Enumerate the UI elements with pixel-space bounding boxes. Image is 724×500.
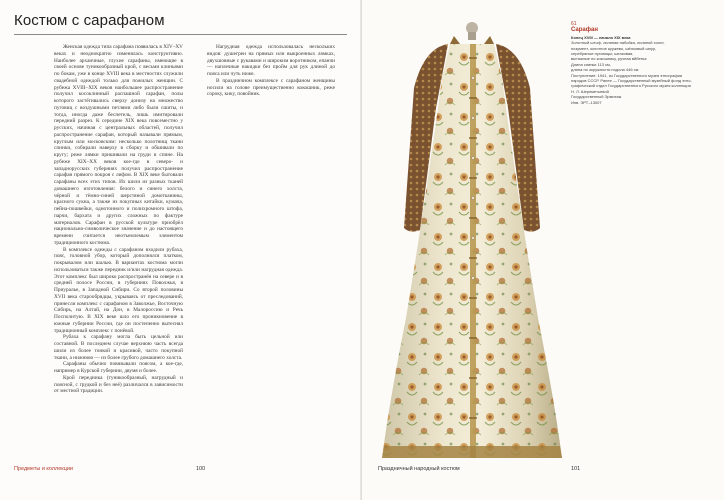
paragraph: Нагрудная одежда использовалась нескольких видов: душегреи на прямых или выкроенных лямках, двухшовные с рукавами и широким воротником, епанчи — наплечные накидки без пройм для рук длиной до пояса или чуть ниже. — [207, 44, 335, 77]
caption-line: Поступление: 1941, из Государственного музея этнографии — [571, 72, 683, 78]
page-title: Костюм с сарафаном — [14, 12, 165, 29]
paragraph: Крой передника (туникообразный, нагрудный и поясной, с грудкой и без неё) различался в зависимости от местной традиции. — [54, 374, 183, 395]
text-column-2 — [207, 44, 335, 98]
footer-section-left: Предметы и коллекции — [14, 466, 74, 472]
paragraph: В праздничном комплексе с сарафаном женщины носили на голове преимущественно кокошник, реже сороку, кику, повойник. — [207, 77, 335, 98]
caption-line: графический отдел Государственного Русского музея коллекция — [571, 83, 691, 89]
paragraph: В комплексе одежды с сарафаном входили рубаха, пояс, головной убор, который дополнялся платком, покрывалом или шалью. В вариантах костюма могли использоваться также передник и/или нагрудная одежда. Этот комплекс был широко распространён на севере и в средней полосе России, в губерниях Поволжья, в Приуралье, в Западной Сибири. Со второй половины XVII века старообрядцы, укрываясь от преследований, принесли комплекс с сарафаном в Заволжье, Восточную Сибирь, на Алтай, на Дон, в Малороссию и Речь Посполитую. В XIX веке шло его проникновение в южные губернии России, где он постепенно вытеснял традиционный комплекс с понёвой. — [54, 246, 183, 334]
photo-caption — [571, 22, 716, 105]
caption-line: Инв. ЭРТ–13007 — [571, 99, 602, 105]
caption-line: позумент, золотное кружево, шёлковый шнур, — [571, 45, 657, 51]
paragraph: Женская одежда типа сарафана появилась в XIV–XV веках и неоднократно изменялась конструктивно. Наиболее архаичные, глухие сарафаны, имеющие в своей основе туникообразный крой, с весьми клиньями по бокам, уже в конце XVIII века в местностях служили свадебной одеждой только для пожилых женщин. С рубежа XVIII–XIX веков наибольшее распространение получил косоклинный распашной сарафан, полы которого застёгивались сверху донизу на множество пуговиц с воздушными петлями либо были сшиты, и тогда, иногда даже беспетель, лишь имитировали передний разрез. К середине XIX века повсеместно у русских, начиная с центральных областей, получил распространение сарафан, который называли прямым, круглым или московским: несколько полотнищ ткани спинки, собирали наверху в сборку и обшивали по кругу; реже лямки пришивали на груди и спине. На рубеже XIX–XX веков кое-где в северо- и западнорусских губерниях получил распространение сарафан прямого покроя с лифом. В XIX веке бытовали сарафаны всех этих типов. Их шили из разных тканей домашнего изготовления: белого и синего холста, чёрной и тёмно-синей шерстяной домотканины, красного сукна, а также из покупных китайки, кумача, пейна-пошвейки, однотонного и полихромного штофа, парчи, бархата и других сложных по фактуре материалов. Сарафан в русской культуре приобрёл национально-символическое значение и до настоящего времени считается неотъемлемым элементом традиционного костюма. — [54, 44, 183, 246]
caption-line: длина по окружности подола 446 см — [571, 67, 639, 73]
caption-name: Сарафан — [571, 27, 598, 34]
caption-line: Государственный Эрмитаж — [571, 94, 622, 100]
caption-line: народов СССР. Ранее — Государственный музейный фонд этно- — [571, 78, 692, 84]
caption-line: вытяжные по кокошнику, ручная вйбетка — [571, 56, 647, 62]
footer-section-right: Праздничный народный костюм — [378, 466, 460, 472]
caption-line: Н. Л. Шереметьевой — [571, 88, 609, 94]
caption-line: Золотный штоф, льняная набойка, льняной холст, — [571, 40, 665, 46]
caption-line: Длина спинки 113 см, — [571, 61, 611, 67]
paragraph: Рубаха к сарафану могла быть цельной или составной. В последнем случае верхнюю часть всегда шили из более тонкой и красивой, часто покупной ткани, а нижнюю — из более грубого домашнего холста. — [54, 334, 183, 361]
text-column-1 — [54, 44, 183, 395]
caption-number: 61 — [571, 21, 577, 27]
paragraph: Сарафаны обычно повязывали поясом, а кое-где, например в Курской губернии, двумя и более. — [54, 361, 183, 374]
title-rule — [14, 34, 347, 35]
page-number-left: 100 — [196, 466, 206, 472]
page-number-right: 101 — [571, 466, 581, 472]
sarafan-photo-icon — [378, 18, 566, 466]
caption-line: серебряные пуговицы; шелковая, — [571, 51, 634, 57]
caption-date: Конец XVIII — начало XIX века — [571, 34, 631, 40]
